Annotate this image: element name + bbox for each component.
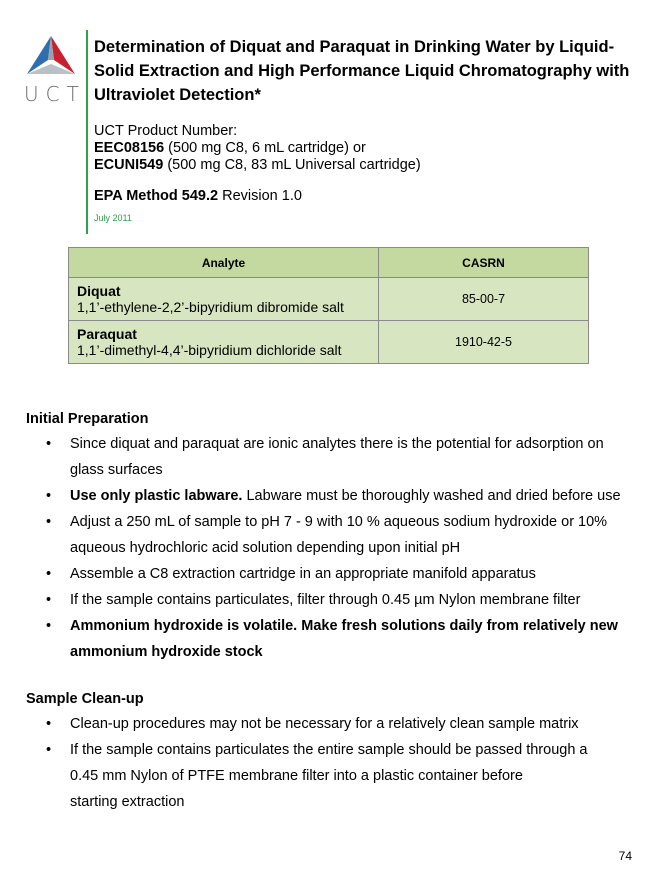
- document-date: July 2011: [94, 213, 132, 223]
- analyte-name: Paraquat: [77, 325, 137, 342]
- analyte-cell: [69, 278, 379, 321]
- uct-logo-triangle-icon: [24, 34, 78, 80]
- method-name: EPA Method 549.2: [94, 188, 219, 204]
- list-item: • Assemble a C8 extraction cartridge in an appropriate manifold apparatus: [26, 561, 636, 587]
- method-line: [94, 187, 634, 205]
- analyte-cell: [69, 321, 379, 364]
- section-title: Sample Clean-up: [26, 691, 144, 707]
- list-item: • Use only plastic labware. Labware must be thoroughly washed and dried before use: [26, 483, 636, 509]
- analyte-table: [68, 247, 589, 364]
- product-code: EEC08156: [94, 140, 165, 156]
- casrn-cell: 1910-42-5: [379, 321, 589, 364]
- page-number: 74: [618, 849, 632, 863]
- document-title: Determination of Diquat and Paraquat in Drinking Water by Liquid-Solid Extraction and High Performance Liquid Chromatography with Ultraviolet Detection*: [94, 38, 630, 104]
- uct-logo: [24, 34, 86, 114]
- product-desc: (500 mg C8, 83 mL Universal cartridge): [167, 157, 421, 173]
- list-item: • Ammonium hydroxide is volatile. Make fresh solutions daily from relatively new ammonium hydroxide stock: [26, 613, 636, 665]
- product-label: UCT Product Number:: [94, 123, 238, 139]
- product-numbers: [94, 123, 634, 174]
- table-row: [69, 321, 589, 364]
- sample-cleanup-section: [26, 690, 636, 815]
- bullet-list: [26, 431, 636, 665]
- list-item: • Adjust a 250 mL of sample to pH 7 - 9 with 10 % aqueous sodium hydroxide or 10% aqueous hydrochloric acid solution depending upon initial pH: [26, 509, 636, 561]
- method-revision: Revision 1.0: [222, 188, 302, 204]
- table-header-row: [69, 248, 589, 278]
- analyte-chemical-name: 1,1’-dimethyl-4,4’-bipyridium dichloride salt: [77, 341, 342, 358]
- section-title: Initial Preparation: [26, 411, 149, 427]
- logo-text: UCT: [24, 82, 86, 106]
- document-header: [94, 35, 634, 223]
- product-line: [94, 140, 634, 157]
- list-item: • Clean-up procedures may not be necessary for a relatively clean sample matrix: [26, 711, 636, 737]
- table-row: [69, 278, 589, 321]
- column-header-analyte: Analyte: [69, 248, 379, 278]
- product-code: ECUNI549: [94, 157, 164, 173]
- header-accent-bar: [86, 30, 88, 234]
- product-desc: (500 mg C8, 6 mL cartridge) or: [168, 140, 366, 156]
- list-item: • Since diquat and paraquat are ionic analytes there is the potential for adsorption on glass surfaces: [26, 431, 636, 483]
- product-line: [94, 157, 634, 174]
- analyte-name: Diquat: [77, 282, 121, 299]
- analyte-chemical-name: 1,1’-ethylene-2,2’-bipyridium dibromide salt: [77, 298, 344, 315]
- bullet-list: [26, 711, 636, 815]
- casrn-cell: 85-00-7: [379, 278, 589, 321]
- initial-preparation-section: [26, 410, 636, 665]
- list-item: • If the sample contains particulates, filter through 0.45 µm Nylon membrane filter: [26, 587, 636, 613]
- column-header-casrn: CASRN: [379, 248, 589, 278]
- list-item: • If the sample contains particulates the entire sample should be passed through a 0.45 mm Nylon of PTFE membrane filter into a plastic container before starting extraction: [26, 737, 636, 815]
